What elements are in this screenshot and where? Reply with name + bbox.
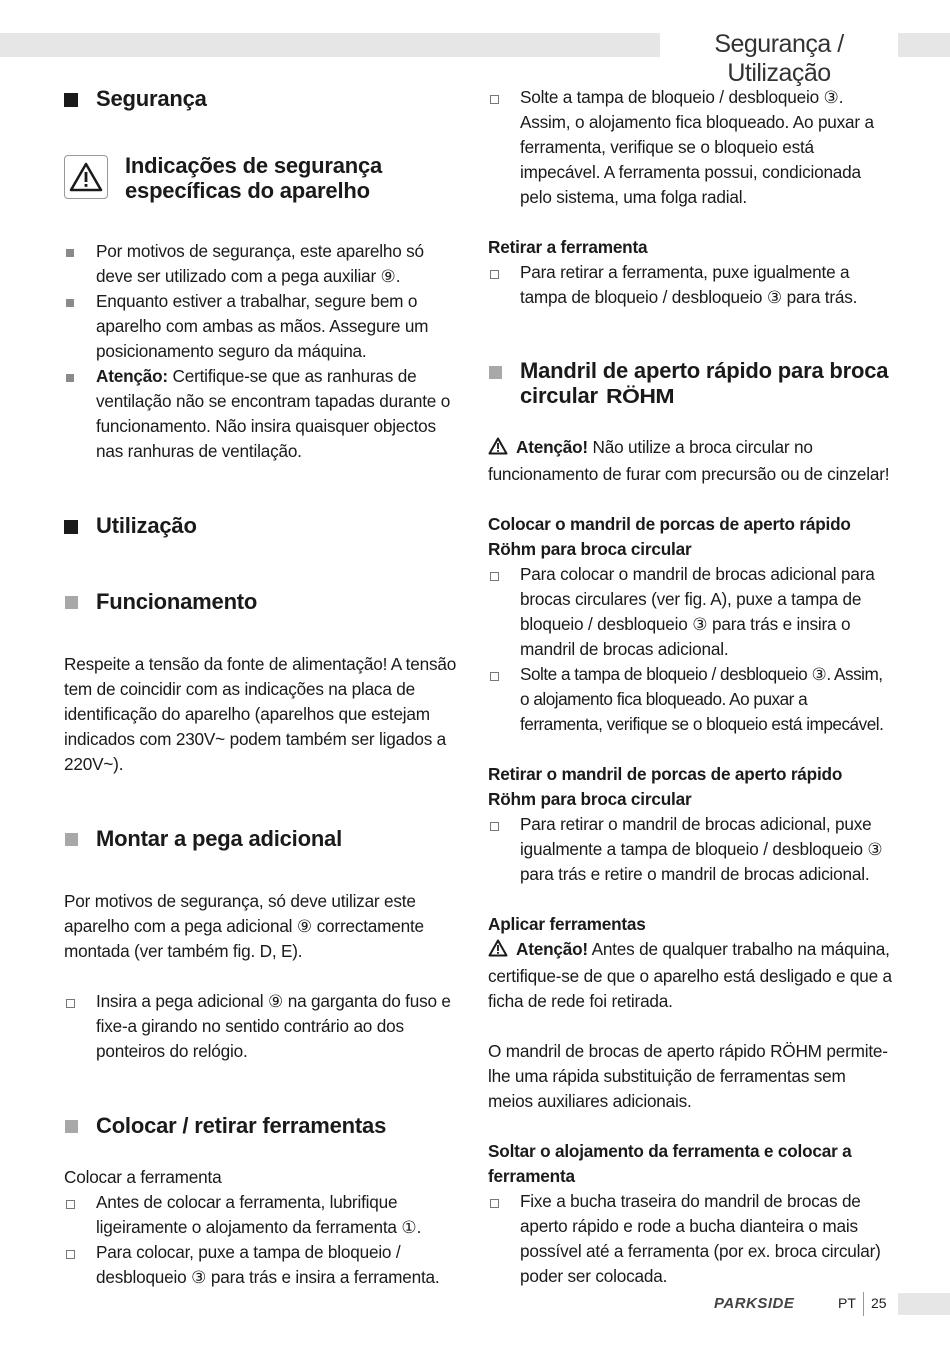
- heading-square-marker: [64, 512, 96, 540]
- aplicar-warning: Atenção! Antes de qualquer trabalho na máquina, certifique-se de que o aparelho está desligado e que a ficha de rede foi retirada.: [488, 939, 892, 1011]
- colocar-mandril-heading: Colocar o mandril de porcas de aperto rápido Röhm para broca circular: [488, 514, 851, 559]
- list-item: Insira a pega adicional ⑨ na garganta do fuso e fixe-a girando no sentido contrário ao dos ponteiros do relógio.: [64, 989, 464, 1064]
- warning-triangle-icon: [64, 155, 108, 199]
- list-item: Por motivos de segurança, este aparelho só deve ser utilizado com a pega auxiliar ⑨.: [64, 239, 464, 289]
- funcionamento-paragraph: Respeite a tensão da fonte de alimentação! A tensão tem de coincidir com as indicações na placa de identificação do aparelho (aparelhos que estejam indicados com 230V~ podem também ser ligados a 220V~).: [64, 654, 457, 774]
- right-column: [488, 85, 893, 1289]
- warning-triangle-icon: [488, 437, 508, 462]
- rohm-logo: RÖHM: [605, 386, 674, 408]
- section-heading-utilizacao: Utilização: [64, 512, 464, 540]
- bullet-box: [488, 85, 520, 110]
- list-item: Atenção: Certifique-se que as ranhuras de ventilação não se encontram tapadas durante o funcionamento. Não insira quaisquer objectos nas ranhuras de ventilação.: [64, 364, 464, 464]
- bullet-box: [488, 662, 520, 687]
- list-item: Enquanto estiver a trabalhar, segure bem o aparelho com ambas as mãos. Assegure um posicionamento seguro da máquina.: [64, 289, 464, 364]
- list-item: Para colocar, puxe a tampa de bloqueio / desbloqueio ③ para trás e insira a ferramenta.: [64, 1240, 464, 1290]
- header-band-right: [898, 33, 950, 57]
- footer-divider: [863, 1292, 864, 1316]
- header-band-left: [0, 33, 660, 57]
- montar-paragraph: Por motivos de segurança, só deve utilizar este aparelho com a pega adicional ⑨ correctamente montada (ver também fig. D, E).: [64, 891, 424, 961]
- bullet-square: [64, 239, 96, 264]
- language-code: PT: [838, 1295, 856, 1311]
- list-item: Solte a tampa de bloqueio / desbloqueio ③. Assim, o alojamento fica bloqueado. Ao puxar a ferramenta, verifique se o bloqueio está impecável.: [488, 662, 893, 737]
- list-item: Para retirar a ferramenta, puxe igualmente a tampa de bloqueio / desbloqueio ③ para trás.: [488, 260, 893, 310]
- list-item: Fixe a bucha traseira do mandril de brocas de aperto rápido e rode a bucha dianteira o mais possível até a ferramenta (por ex. broca circular) poder ser colocada.: [488, 1189, 893, 1289]
- parkside-logo: PARKSIDE: [714, 1295, 795, 1312]
- subsection-heading-montar: Montar a pega adicional: [64, 825, 464, 853]
- bullet-box: [64, 1190, 96, 1215]
- bullet-box: [64, 989, 96, 1014]
- subsection-heading-colocar: Colocar / retirar ferramentas: [64, 1112, 464, 1140]
- aplicar-heading: Aplicar ferramentas: [488, 914, 646, 934]
- heading-square-marker: [64, 85, 96, 113]
- list-item: Para retirar o mandril de brocas adicional, puxe igualmente a tampa de bloqueio / desbloqueio ③ para trás e retire o mandril de brocas adicional.: [488, 812, 893, 887]
- left-column: [64, 85, 464, 1290]
- safety-warning-heading: Indicações de segurança específicas do aparelho: [64, 153, 464, 203]
- subsection-heading-funcionamento: Funcionamento: [64, 588, 464, 616]
- list-item: Para colocar o mandril de brocas adicional para brocas circulares (ver fig. A), puxe a tampa de bloqueio / desbloqueio ③ para trás e insira o mandril de brocas adicional.: [488, 562, 893, 662]
- footer-band: [898, 1293, 950, 1315]
- bullet-box: [488, 260, 520, 285]
- retirar-heading: Retirar a ferramenta: [488, 237, 648, 257]
- subsection-heading-mandril: Mandril de aperto rápido para broca circular RÖHM: [488, 358, 893, 410]
- rohm-paragraph: O mandril de brocas de aperto rápido RÖHM permite-lhe uma rápida substituição de ferramentas sem meios auxiliares adicionais.: [488, 1041, 888, 1111]
- bullet-box: [488, 812, 520, 837]
- page-number: 25: [871, 1295, 887, 1311]
- heading-square-marker: [64, 825, 96, 853]
- heading-square-marker: [64, 1112, 96, 1140]
- bullet-box: [64, 1240, 96, 1265]
- mandril-warning: Atenção! Não utilize a broca circular no funcionamento de furar com precursão ou de cinzelar!: [488, 437, 890, 484]
- colocar-subheading: Colocar a ferramenta: [64, 1167, 222, 1187]
- bullet-square: [64, 289, 96, 314]
- heading-square-marker: [488, 358, 520, 386]
- warning-triangle-icon: [488, 939, 508, 964]
- section-heading-seguranca: Segurança: [64, 85, 464, 113]
- bullet-box: [488, 562, 520, 587]
- soltar-heading: Soltar o alojamento da ferramenta e colocar a ferramenta: [488, 1141, 852, 1186]
- heading-square-marker: [64, 588, 96, 616]
- page-header-title: Segurança / Utilização: [714, 30, 844, 87]
- list-item: Solte a tampa de bloqueio / desbloqueio ③. Assim, o alojamento fica bloqueado. Ao puxar a ferramenta, verifique se o bloqueio está impecável. A ferramenta possui, condicionada pelo sistema, uma folga radial.: [488, 85, 893, 210]
- bullet-box: [488, 1189, 520, 1214]
- retirar-mandril-heading: Retirar o mandril de porcas de aperto rápido Röhm para broca circular: [488, 764, 843, 809]
- list-item: Antes de colocar a ferramenta, lubrifique ligeiramente o alojamento da ferramenta ①.: [64, 1190, 464, 1240]
- bullet-square: [64, 364, 96, 389]
